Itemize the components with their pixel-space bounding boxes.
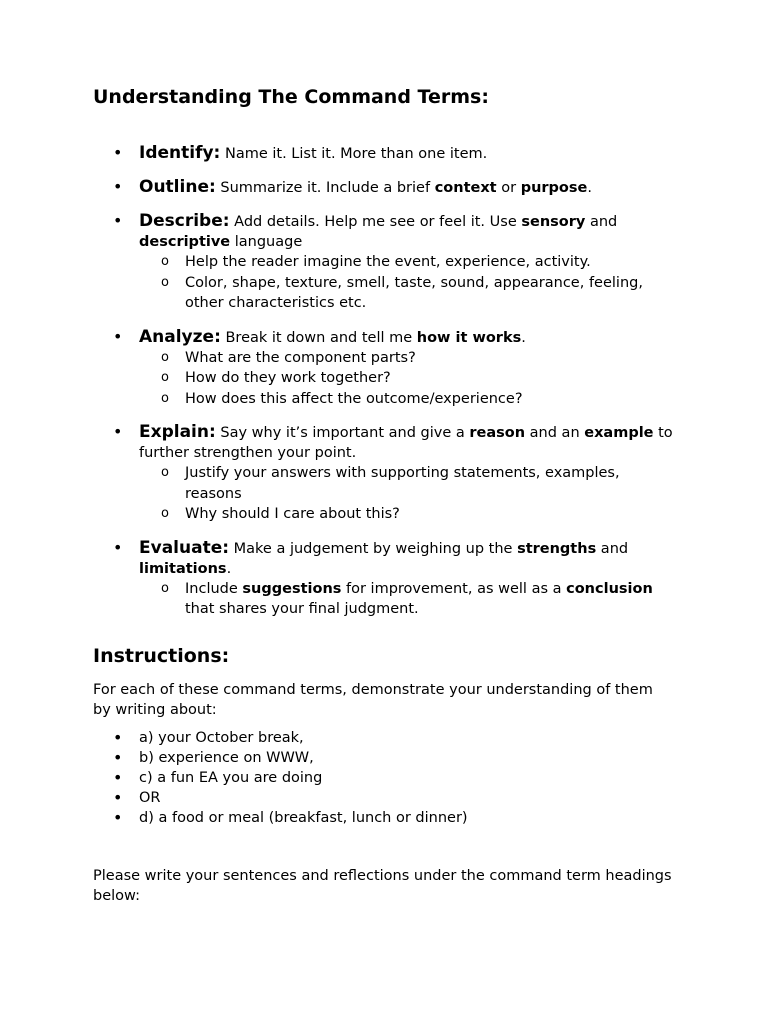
sub-point xyxy=(139,252,673,273)
command-term-item xyxy=(93,327,673,410)
command-term-item xyxy=(93,538,673,620)
sub-point xyxy=(139,579,673,620)
bold-keyword: example xyxy=(584,425,654,441)
bold-keyword: reason xyxy=(469,425,526,441)
text-run: . xyxy=(587,180,592,196)
text-run: Include xyxy=(185,580,243,597)
text-run: for improvement, as well as a xyxy=(341,580,567,597)
text-run: that shares your final judgment. xyxy=(185,601,419,617)
bold-keyword: limitations xyxy=(139,560,227,577)
sub-point-list xyxy=(139,252,673,314)
page-title: Understanding The Command Terms: xyxy=(93,86,489,108)
text-run: Say why it’s important and give a xyxy=(215,425,470,441)
text-run: Help the reader imagine the event, experience, activity. xyxy=(185,254,591,270)
text-run: Summarize it. Include a brief xyxy=(215,180,435,196)
text-run: What are the component parts? xyxy=(185,349,416,366)
text-run: language xyxy=(230,234,303,250)
text-run: . xyxy=(521,329,526,346)
text-run: and xyxy=(596,540,629,557)
text-run: Why should I care about this? xyxy=(185,506,400,522)
bold-keyword: context xyxy=(434,180,497,196)
command-terms-list xyxy=(93,143,673,633)
bold-keyword: purpose xyxy=(520,180,588,196)
command-term-item xyxy=(93,177,673,198)
text-run: Break it down and tell me xyxy=(220,329,417,346)
command-term-name: Describe: xyxy=(139,211,230,231)
text-run: or xyxy=(496,180,521,196)
text-run: Justify your answers with supporting statements, examples, reasons xyxy=(185,465,620,502)
command-term-item xyxy=(93,422,673,525)
text-run: How do they work together? xyxy=(185,370,391,386)
sub-point xyxy=(139,368,673,389)
text-run: to further strengthen your point. xyxy=(139,425,673,461)
command-term-item xyxy=(93,143,673,164)
command-term-name: Identify: xyxy=(139,143,221,163)
text-run: Make a judgement by weighing up the xyxy=(229,540,518,557)
sub-point xyxy=(139,389,673,410)
sub-point xyxy=(139,273,673,314)
text-run: . xyxy=(226,560,232,577)
topic-item: • d) a food or meal (breakfast, lunch or dinner) xyxy=(93,808,468,828)
topic-item: • OR xyxy=(93,788,468,808)
instructions-intro: For each of these command terms, demonstrate your understanding of them by writing about: xyxy=(93,682,653,718)
bold-keyword: conclusion xyxy=(566,580,653,597)
text-run: and an xyxy=(525,425,585,441)
sub-point-list xyxy=(139,579,673,620)
text-run: Color, shape, texture, smell, taste, sound, appearance, feeling, other characteristics etc. xyxy=(185,274,643,311)
command-term-name: Analyze: xyxy=(139,326,221,347)
text-run: How does this affect the outcome/experience? xyxy=(185,390,523,407)
text-run: Name it. List it. More than one item. xyxy=(220,146,488,162)
bold-keyword: how it works xyxy=(416,329,522,346)
bold-keyword: sensory xyxy=(521,214,586,230)
topic-item: • c) a fun EA you are doing xyxy=(93,768,468,788)
command-term-name: Explain: xyxy=(139,422,216,442)
text-run: Add details. Help me see or feel it. Use xyxy=(229,214,522,230)
bold-keyword: descriptive xyxy=(139,234,231,250)
topic-item: • a) your October break, xyxy=(93,728,468,748)
text-run: and xyxy=(585,214,618,230)
topics-list xyxy=(93,728,468,828)
command-term-name: Outline: xyxy=(139,177,216,197)
sub-point-list xyxy=(139,463,673,525)
sub-point xyxy=(139,504,673,525)
sub-point xyxy=(139,348,673,369)
instructions-heading: Instructions: xyxy=(93,645,230,667)
sub-point xyxy=(139,463,673,504)
sub-point-list xyxy=(139,348,673,410)
topic-item: • b) experience on WWW, xyxy=(93,748,468,768)
command-term-name: Evaluate: xyxy=(139,537,230,558)
closing-paragraph: Please write your sentences and reflections under the command term headings below: xyxy=(93,868,672,904)
bold-keyword: strengths xyxy=(517,540,597,557)
command-term-item xyxy=(93,211,673,314)
bold-keyword: suggestions xyxy=(242,580,342,597)
